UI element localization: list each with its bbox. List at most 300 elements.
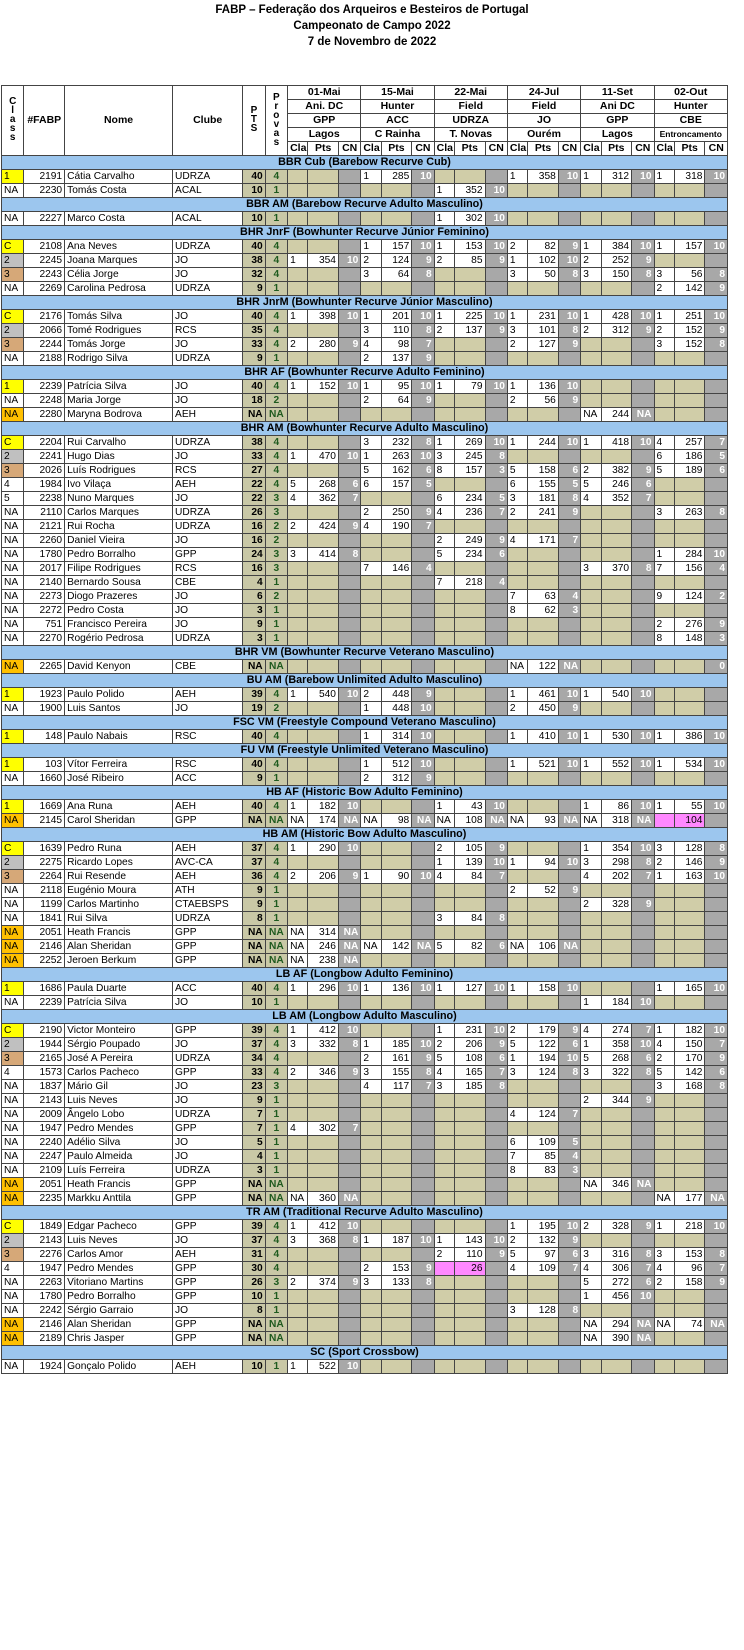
- event-rank: [654, 912, 674, 926]
- event-cn: 4: [705, 562, 728, 576]
- event-score: 182: [674, 1024, 705, 1038]
- event-rank: 1: [361, 380, 381, 394]
- event-rank: [581, 212, 601, 226]
- event-score: 382: [601, 464, 632, 478]
- events-count: 1: [265, 1122, 287, 1136]
- event-rank: [288, 1052, 308, 1066]
- event-subheader: Cla: [288, 142, 308, 156]
- athlete-name: Gonçalo Polido: [65, 1360, 173, 1374]
- event-score: 146: [381, 562, 412, 576]
- event-score: 177: [674, 1192, 705, 1206]
- events-count: 1: [265, 1094, 287, 1108]
- rank-cell: 3: [2, 268, 24, 282]
- event-cn: [705, 688, 728, 702]
- event-rank: [654, 576, 674, 590]
- event-cn: [705, 1234, 728, 1248]
- athlete-name: Maria Jorge: [65, 394, 173, 408]
- category-header: [2, 744, 728, 758]
- athlete-name: Pedro Costa: [65, 604, 173, 618]
- club-name: UDRZA: [173, 506, 243, 520]
- event-score: 136: [528, 380, 559, 394]
- event-subheader: Pts: [528, 142, 559, 156]
- event-rank: 3: [654, 842, 674, 856]
- event-rank: 2: [654, 618, 674, 632]
- rank-cell: NA: [2, 1304, 24, 1318]
- event-cn: 10: [485, 1024, 507, 1038]
- athlete-name: José A Pereira: [65, 1052, 173, 1066]
- club-name: UDRZA: [173, 1108, 243, 1122]
- event-cn: 8: [558, 324, 580, 338]
- fabp-number: 2026: [24, 464, 65, 478]
- event-cn: 10: [338, 380, 360, 394]
- event-rank: [361, 492, 381, 506]
- event-rank: 1: [507, 856, 527, 870]
- event-rank: [654, 534, 674, 548]
- event-rank: [581, 1304, 601, 1318]
- athlete-row: [2, 408, 728, 422]
- event-score: [381, 842, 412, 856]
- event-cn: 9: [558, 1024, 580, 1038]
- event-score: [674, 520, 705, 534]
- event-cn: 6: [632, 1052, 654, 1066]
- event-cn: [412, 842, 434, 856]
- event-score: 190: [381, 520, 412, 534]
- event-rank: [361, 604, 381, 618]
- report-date: 7 de Novembro de 2022: [307, 36, 437, 48]
- event-cn: 7: [412, 1080, 434, 1094]
- event-rank: [361, 212, 381, 226]
- event-score: 384: [601, 240, 632, 254]
- club-name: GPP: [173, 1262, 243, 1276]
- event-score: [674, 1094, 705, 1108]
- event-cn: 10: [632, 800, 654, 814]
- event-score: 268: [601, 1052, 632, 1066]
- event-cn: 9: [412, 1262, 434, 1276]
- event-cn: 6: [558, 1038, 580, 1052]
- event-cn: 10: [558, 1220, 580, 1234]
- athlete-name: Bernardo Sousa: [65, 576, 173, 590]
- event-cn: [558, 1318, 580, 1332]
- event-score: 165: [454, 1066, 485, 1080]
- athlete-row: [2, 1052, 728, 1066]
- event-subheader: Cla: [434, 142, 454, 156]
- event-cn: NA: [338, 926, 360, 940]
- category-header: [2, 198, 728, 212]
- event-cn: [338, 240, 360, 254]
- event-cn: 10: [632, 758, 654, 772]
- event-rank: 1: [361, 702, 381, 716]
- event-score: 360: [308, 1192, 339, 1206]
- event-cn: [632, 604, 654, 618]
- event-rank: [507, 1094, 527, 1108]
- event-cn: [705, 380, 728, 394]
- athlete-row: [2, 1178, 728, 1192]
- event-cn: [412, 1136, 434, 1150]
- event-score: [381, 212, 412, 226]
- events-count: 1: [265, 1136, 287, 1150]
- event-score: [308, 184, 339, 198]
- event-cn: [485, 660, 507, 674]
- event-subheader: Cla: [507, 142, 527, 156]
- event-cn: [412, 800, 434, 814]
- event-score: [308, 618, 339, 632]
- championship-title: Campeonato de Campo 2022: [293, 20, 451, 32]
- event-cn: [412, 996, 434, 1010]
- rank-cell: 1: [2, 170, 24, 184]
- event-score: [528, 548, 559, 562]
- event-cn: 8: [485, 1080, 507, 1094]
- event-score: 194: [528, 1052, 559, 1066]
- event-cn: [632, 352, 654, 366]
- event-rank: NA: [361, 940, 381, 954]
- event-score: 137: [454, 324, 485, 338]
- event-cn: 9: [705, 282, 728, 296]
- event-score: [601, 618, 632, 632]
- event-score: [674, 534, 705, 548]
- event-cn: 9: [632, 1220, 654, 1234]
- event-rank: [361, 1122, 381, 1136]
- event-cn: [705, 814, 728, 828]
- event-rank: 4: [654, 1262, 674, 1276]
- event-rank: [507, 632, 527, 646]
- event-cn: [412, 1332, 434, 1346]
- event-rank: [288, 898, 308, 912]
- provas-header-text: Provas: [270, 91, 282, 146]
- event-cn: NA: [705, 1318, 728, 1332]
- event-score: 179: [528, 1024, 559, 1038]
- event-cn: [558, 562, 580, 576]
- event-rank: [434, 1192, 454, 1206]
- event-cn: 4: [485, 576, 507, 590]
- event-subheader: Pts: [454, 142, 485, 156]
- event-rank: [288, 912, 308, 926]
- event-cn: 6: [485, 548, 507, 562]
- event-score: [601, 338, 632, 352]
- event-rank: NA: [581, 408, 601, 422]
- events-count: 4: [265, 170, 287, 184]
- event-rank: [507, 408, 527, 422]
- event-cn: NA: [338, 814, 360, 828]
- event-cn: 9: [632, 1094, 654, 1108]
- event-cn: 10: [632, 842, 654, 856]
- events-count: 4: [265, 464, 287, 478]
- event-rank: 3: [654, 268, 674, 282]
- event-score: [454, 520, 485, 534]
- event-rank: [654, 926, 674, 940]
- athlete-name: Vítor Ferreira: [65, 758, 173, 772]
- event-cn: [485, 352, 507, 366]
- event-score: [601, 548, 632, 562]
- results-table: [1, 85, 728, 1374]
- events-count: 4: [265, 688, 287, 702]
- category-header: [2, 674, 728, 688]
- event-cn: [632, 576, 654, 590]
- event-subheader: Pts: [674, 142, 705, 156]
- club-name: JO: [173, 618, 243, 632]
- event-rank: [654, 1178, 674, 1192]
- category-header: [2, 1346, 728, 1360]
- event-rank: 2: [581, 254, 601, 268]
- event-rank: NA: [507, 814, 527, 828]
- event-score: [528, 1178, 559, 1192]
- event-cn: [412, 884, 434, 898]
- event-rank: 8: [507, 604, 527, 618]
- event-cn: [338, 1136, 360, 1150]
- event-cn: [632, 1108, 654, 1122]
- event-score: [674, 702, 705, 716]
- header-row: [2, 86, 728, 100]
- event-cn: 7: [632, 1262, 654, 1276]
- event-score: 241: [528, 506, 559, 520]
- event-rank: [507, 898, 527, 912]
- event-rank: 3: [507, 324, 527, 338]
- event-score: [381, 1304, 412, 1318]
- event-score: 352: [454, 184, 485, 198]
- fabp-number: 2191: [24, 170, 65, 184]
- event-score: 95: [381, 380, 412, 394]
- events-count: 1: [265, 912, 287, 926]
- event-score: [674, 352, 705, 366]
- event-cn: 10: [412, 380, 434, 394]
- event-score: 272: [601, 1276, 632, 1290]
- event-rank: [581, 618, 601, 632]
- event-rank: [288, 996, 308, 1010]
- event-score: [601, 1234, 632, 1248]
- event-score: 294: [601, 1318, 632, 1332]
- event-cn: 10: [632, 1290, 654, 1304]
- event-rank: [507, 1178, 527, 1192]
- events-count: 1: [265, 996, 287, 1010]
- event-cn: [705, 772, 728, 786]
- event-cn: 8: [705, 338, 728, 352]
- event-score: [528, 1080, 559, 1094]
- rank-cell: 1: [2, 758, 24, 772]
- event-score: 512: [381, 758, 412, 772]
- athlete-row: [2, 884, 728, 898]
- event-cn: 9: [485, 1248, 507, 1262]
- athlete-row: [2, 254, 728, 268]
- event-cn: [412, 954, 434, 968]
- event-score: 312: [601, 324, 632, 338]
- club-name: GPP: [173, 1290, 243, 1304]
- rank-cell: NA: [2, 1122, 24, 1136]
- event-score: [454, 1150, 485, 1164]
- event-rank: NA: [581, 1318, 601, 1332]
- event-score: [381, 1248, 412, 1262]
- event-rank: 5: [434, 548, 454, 562]
- event-score: 218: [454, 576, 485, 590]
- event-cn: [705, 912, 728, 926]
- event-rank: NA: [507, 940, 527, 954]
- event-rank: 3: [507, 268, 527, 282]
- event-cn: 8: [558, 1066, 580, 1080]
- event-cn: [558, 618, 580, 632]
- event-rank: [434, 1360, 454, 1374]
- event-cn: [632, 618, 654, 632]
- athlete-row: [2, 1122, 728, 1136]
- fabp-number: 1849: [24, 1220, 65, 1234]
- total-points: 26: [243, 506, 265, 520]
- event-score: [674, 1164, 705, 1178]
- event-score: 124: [528, 1108, 559, 1122]
- event-rank: [361, 926, 381, 940]
- event-score: 108: [454, 1052, 485, 1066]
- event-score: 201: [381, 310, 412, 324]
- total-points: 24: [243, 548, 265, 562]
- event-score: 168: [674, 1080, 705, 1094]
- event-score: 252: [601, 254, 632, 268]
- events-count: NA: [265, 1318, 287, 1332]
- event-score: 312: [381, 772, 412, 786]
- athlete-row: [2, 660, 728, 674]
- event-cn: [558, 1332, 580, 1346]
- event-rank: 4: [361, 1080, 381, 1094]
- total-points: 10: [243, 212, 265, 226]
- athlete-name: Paulo Polido: [65, 688, 173, 702]
- events-count: 1: [265, 352, 287, 366]
- fabp-number: 2143: [24, 1234, 65, 1248]
- event-score: [381, 884, 412, 898]
- total-points: 10: [243, 1290, 265, 1304]
- event-score: 236: [454, 506, 485, 520]
- event-rank: 1: [654, 170, 674, 184]
- rank-cell: 1: [2, 380, 24, 394]
- event-cn: [485, 1150, 507, 1164]
- club-name: AEH: [173, 408, 243, 422]
- fabp-number: 1199: [24, 898, 65, 912]
- event-score: [528, 450, 559, 464]
- event-rank: [288, 1178, 308, 1192]
- club-name: JO: [173, 380, 243, 394]
- name-header: Nome: [65, 86, 173, 156]
- event-rank: [288, 590, 308, 604]
- event-score: 234: [454, 492, 485, 506]
- event-score: 171: [528, 534, 559, 548]
- event-score: 43: [454, 800, 485, 814]
- event-rank: 7: [361, 562, 381, 576]
- event-score: [308, 996, 339, 1010]
- event-cn: [632, 380, 654, 394]
- events-count: 2: [265, 702, 287, 716]
- event-cn: [632, 1136, 654, 1150]
- event-cn: 9: [558, 1234, 580, 1248]
- athlete-row: [2, 800, 728, 814]
- rank-cell: NA: [2, 604, 24, 618]
- rank-cell: 1: [2, 800, 24, 814]
- event-cn: 10: [558, 982, 580, 996]
- event-score: [674, 408, 705, 422]
- events-count: 4: [265, 842, 287, 856]
- athlete-name: Maryna Bodrova: [65, 408, 173, 422]
- club-name: UDRZA: [173, 1052, 243, 1066]
- club-name: GPP: [173, 814, 243, 828]
- event-rank: [434, 1178, 454, 1192]
- event-rank: 1: [434, 856, 454, 870]
- event-cn: [338, 324, 360, 338]
- event-rank: 2: [581, 464, 601, 478]
- athlete-name: Marco Costa: [65, 212, 173, 226]
- event-rank: [581, 604, 601, 618]
- club-name: RSC: [173, 758, 243, 772]
- events-count: 4: [265, 1066, 287, 1080]
- event-rank: [507, 618, 527, 632]
- total-points: 7: [243, 1122, 265, 1136]
- rank-cell: C: [2, 842, 24, 856]
- event-cn: [632, 590, 654, 604]
- event-score: [601, 954, 632, 968]
- rank-cell: 1: [2, 730, 24, 744]
- event-cn: [558, 954, 580, 968]
- event-subheader: CN: [632, 142, 654, 156]
- event-cn: [705, 184, 728, 198]
- event-cn: [558, 282, 580, 296]
- event-cn: [485, 1108, 507, 1122]
- event-cn: 8: [632, 562, 654, 576]
- event-rank: 1: [507, 730, 527, 744]
- event-cn: 9: [338, 870, 360, 884]
- event-cn: 9: [412, 1052, 434, 1066]
- event-rank: [581, 520, 601, 534]
- event-score: [528, 870, 559, 884]
- event-rank: [581, 926, 601, 940]
- event-cn: [632, 1164, 654, 1178]
- fabp-number: 2241: [24, 450, 65, 464]
- event-score: 52: [528, 884, 559, 898]
- rank-cell: NA: [2, 1080, 24, 1094]
- event-cn: 9: [632, 254, 654, 268]
- athlete-name: Paulo Nabais: [65, 730, 173, 744]
- event-rank: [361, 1360, 381, 1374]
- event-score: [528, 1122, 559, 1136]
- athlete-row: [2, 1066, 728, 1080]
- total-points: 26: [243, 1276, 265, 1290]
- event-score: 225: [454, 310, 485, 324]
- event-score: [454, 688, 485, 702]
- event-score: [454, 1304, 485, 1318]
- event-cn: [338, 632, 360, 646]
- event-cn: 10: [338, 1360, 360, 1374]
- event-cn: [558, 184, 580, 198]
- total-points: NA: [243, 1332, 265, 1346]
- event-rank: 1: [581, 758, 601, 772]
- rank-cell: NA: [2, 1136, 24, 1150]
- event-cn: 10: [412, 450, 434, 464]
- athlete-row: [2, 926, 728, 940]
- event-subheader: CN: [705, 142, 728, 156]
- events-count: 2: [265, 394, 287, 408]
- event-score: [381, 660, 412, 674]
- event-cn: [705, 926, 728, 940]
- athlete-row: [2, 814, 728, 828]
- fabp-number: 2110: [24, 506, 65, 520]
- event-rank: [581, 1164, 601, 1178]
- athlete-name: Adélio Silva: [65, 1136, 173, 1150]
- event-rank: [361, 898, 381, 912]
- event-cn: [485, 394, 507, 408]
- event-rank: [581, 772, 601, 786]
- club-name: UDRZA: [173, 352, 243, 366]
- event-score: [528, 212, 559, 226]
- event-score: [454, 1276, 485, 1290]
- rank-cell: NA: [2, 772, 24, 786]
- event-score: 96: [674, 1262, 705, 1276]
- event-rank: [361, 1304, 381, 1318]
- event-rank: 1: [288, 1220, 308, 1234]
- event-score: [308, 702, 339, 716]
- event-score: [381, 1192, 412, 1206]
- fabp-number: 2204: [24, 436, 65, 450]
- event-subheader: Pts: [381, 142, 412, 156]
